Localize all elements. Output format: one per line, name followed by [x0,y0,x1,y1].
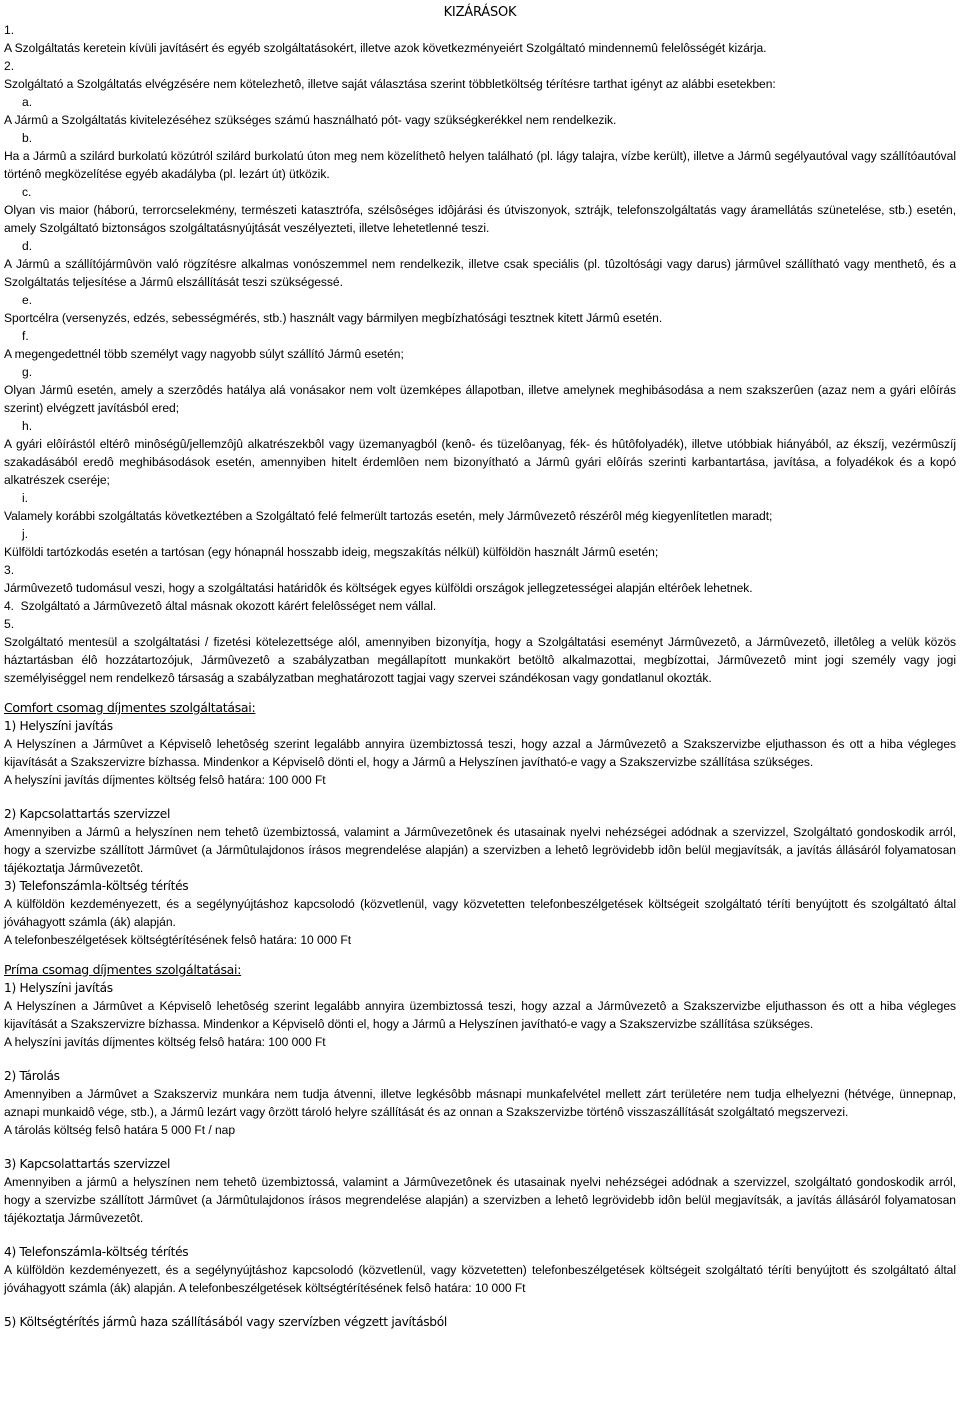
item-number: 4. [4,599,14,613]
comfort-heading: Comfort csomag díjmentes szolgáltatásai: [4,700,256,715]
page-title: KIZÁRÁSOK [443,5,517,20]
item-letter: a. [22,95,33,109]
paragraph: Szolgáltató a Szolgáltatás elvégzésére nem kötelezhetô, illetve saját választása szerint többletköltség térítésre tarthat igényt az alábbi esetekben: [4,77,776,91]
paragraph: Amennyiben a Jármû a helyszínen nem tehetô üzembiztossá, valamint a Jármûvezetônek és utasainak nyelvi nehézségei adódnak a szervizzel, Szolgáltató gondoskodik arról, hogy a szervizbe szállított Jármûvet (a Jármûtulajdonos írásos megrendelése alapján) a szervizben a lehetô legrövidebb idôn belül megjavítsák, a javítás állásáról folyamatosan tájékoztatja Jármûvezetôt. [4,825,956,875]
paragraph: Olyan vis maior (háború, terrorcselekmény, természeti katasztrófa, szélsôséges idôjárási és útviszonyok, sztrájk, telefonszolgáltatás vagy áramellátás szünetelése, stb.) esetén, amely Szolgáltató biztonságos szolgáltatásnyújtását veszélyezteti, illetve lehetetlenné teszi. [4,203,956,235]
item-number: 1. [4,23,15,37]
paragraph-text: Szolgáltató a Jármûvezetô által másnak okozott kárért felelôsséget nem vállal. [20,599,437,613]
prima-subheading: 3) Kapcsolattartás szervizzel [4,1157,171,1171]
paragraph: A Jármû a szállítójármûvön való rögzítésre alkalmas vonószemmel nem rendelkezik, illetve csak speciális (pl. tûzoltósági vagy darus) jármûvel szállítható vagy menthetô, és a Szolgáltatás teljesítése a Jármû elszállítását teszi szükségessé. [4,257,956,289]
item-letter: g. [22,365,33,379]
prima-subheading: 1) Helyszíni javítás [4,981,113,995]
item-letter: b. [22,131,33,145]
paragraph: A helyszíni javítás díjmentes költség felsô határa: 100 000 Ft [4,1035,326,1049]
paragraph: Sportcélra (versenyzés, edzés, sebességmérés, stb.) használt vagy bármilyen megbízhatósági tesztnek kitett Jármû esetén. [4,311,663,325]
item-number: 3. [4,563,15,577]
paragraph: Amennyiben a Jármûvet a Szakszerviz munkára nem tudja átvenni, illetve legkésôbb másnapi munkafelvétel mellett zárt területére nem tudja elhelyezni (hétvége, ünnepnap, aznapi munkaidô vége, stb.), a Jármû lezárt vagy ôrzött tároló helyre szállítását és az onnan a Szakszervizbe történô visszaszállítását szolgáltató megszervezi. [4,1087,956,1119]
item-letter: f. [22,329,29,343]
paragraph: Ha a Jármû a szilárd burkolatú közútról szilárd burkolatú úton meg nem közelíthetô helyen található (pl. lágy talajra, vízbe került), illetve a Jármû segélyautóval vagy szállítóautóval történô megközelítése egyéb akadályba (pl. lezárt út) ütközik. [4,149,956,181]
comfort-subheading: 2) Kapcsolattartás szervizzel [4,807,171,821]
item-letter: d. [22,239,33,253]
paragraph: Amennyiben a jármû a helyszínen nem tehetô üzembiztossá, valamint a Jármûvezetônek és utasainak nyelvi nehézségei adódnak a szervizzel, szolgáltató gondoskodik arról, hogy a szervizbe szállított Jármûvet (a Jármûtulajdonos írásos megrendelése alapján) a szervizben a lehetô legrövidebb idôn belül megjavítsák, a javítás állásáról folyamatosan tájékoztatja Jármûvezetôt. [4,1175,956,1225]
paragraph: A külföldön kezdeményezett, és a segélynyújtáshoz kapcsolodó (közvetlenül, vagy közvetetten telefonbeszélgetések költségeit szolgáltató téríti benyújtott és szolgáltató által jóváhagyott számla (ák) alapján. [4,897,956,929]
paragraph: A gyári elôírástól eltérô minôségû/jellemzôjû alkatrészekbôl vagy üzemanyagból (kenô- és tüzelôanyag, fék- és hûtôfolyadék), illetve utóbbiak hiányából, az ékszíj, vezérmûszíj szakadásából eredô meghibásodások esetén, amennyiben hitelt érdemlôen nem bizonyítható a Jármû gyári elôírás szerinti karbantartása, javítása, a folyadékok és a kopó alkatrészek cseréje; [4,437,956,487]
paragraph: A Jármû a Szolgáltatás kivitelezéséhez szükséges számú használható pót- vagy szükségkerékkel nem rendelkezik. [4,113,617,127]
paragraph: A Helyszínen a Jármûvet a Képviselô lehetôség szerint legalább annyira üzembiztossá teszi, hogy azzal a Jármûvezetô a Szakszervizbe eljuthasson és ott a hiba végleges kijavítását a Szakszervizre bízhassa. Mindenkor a Képviselô dönti el, hogy a Jármû a Helyszínen javítható-e vagy a Szakszervizbe szállítása szükséges. [4,737,956,769]
comfort-subheading: 3) Telefonszámla-költség térítés [4,879,189,893]
paragraph: Külföldi tartózkodás esetén a tartósan (egy hónapnál hosszabb ideig, megszakítás nélkül) külföldön használt Jármû esetén; [4,545,659,559]
paragraph: A Helyszínen a Jármûvet a Képviselô lehetôség szerint legalább annyira üzembiztossá teszi, hogy azzal a Jármûvezetô a Szakszervizbe eljuthasson és ott a hiba végleges kijavítását a Szakszervizre bízhassa. Mindenkor a Képviselô dönti el, hogy a Jármû a Helyszínen javítható-e vagy a Szakszervizbe szállítása szükséges. [4,999,956,1031]
paragraph: Jármûvezetô tudomásul veszi, hogy a szolgáltatási határidôk és költségek egyes külföldi országok jellegzetességei alapján eltérôek lehetnek. [4,581,753,595]
paragraph: A telefonbeszélgetések költségtérítésének felsô határa: 10 000 Ft [4,933,352,947]
paragraph: A tárolás költség felsô határa 5 000 Ft / nap [4,1123,236,1137]
document-page [4,4,956,1331]
prima-subheading: 5) Költségtérítés jármû haza szállításából vagy szervízben végzett javításból [4,1315,447,1329]
item-letter: c. [22,185,32,199]
prima-subheading: 4) Telefonszámla-költség térítés [4,1245,189,1259]
item-letter: e. [22,293,33,307]
paragraph: Olyan Jármû esetén, amely a szerzôdés hatálya alá vonásakor nem volt üzemképes állapotban, illetve amelynek meghibásodása a nem szakszerûen (azaz nem a gyári elôírás szerint) elvégzett javításból ered; [4,383,956,415]
prima-heading: Príma csomag díjmentes szolgáltatásai: [4,962,242,977]
item-number: 2. [4,59,15,73]
item-number: 5. [4,617,15,631]
paragraph: Szolgáltató mentesül a szolgáltatási / fizetési kötelezettsége alól, amennyiben bizonyítja, hogy a Szolgáltatási eseményt Jármûvezetô, a Jármûvezetô, illetôleg a velük közös háztartásban élô hozzátartozójuk, Jármûvezetô a szabályzatban megállapított munkakört betöltô alkalmazottai, megbízottai, Jármûvezetô mint jogi személy vagy jogi személyiséggel nem rendelkezô társaság a szabályzatban meghatározott tagjai vagy szervei szándékosan vagy gondatlanul okozták. [4,635,956,685]
paragraph: A helyszíni javítás díjmentes költség felsô határa: 100 000 Ft [4,773,326,787]
paragraph: Valamely korábbi szolgáltatás következtében a Szolgáltató felé felmerült tartozás esetén, mely Jármûvezetô részérôl még kiegyenlítetlen maradt; [4,509,773,523]
item-letter: i. [22,491,29,505]
paragraph-with-number [4,597,956,615]
item-letter: h. [22,419,33,433]
comfort-subheading: 1) Helyszíni javítás [4,719,113,733]
prima-subheading: 2) Tárolás [4,1069,60,1083]
paragraph: A Szolgáltatás keretein kívüli javításért és egyéb szolgáltatásokért, illetve azok következményeiért Szolgáltató mindennemû felelôsségét kizárja. [4,41,767,55]
paragraph: A külföldön kezdeményezett, és a segélynyújtáshoz kapcsolodó (közvetlenül, vagy közvetetten) telefonbeszélgetések költségeit szolgáltató téríti benyújtott és szolgáltató által jóváhagyott számla (ák) alapján. A telefonbeszélgetések költségtérítésének felsô határa: 10 000 Ft [4,1263,956,1295]
item-letter: j. [22,527,29,541]
paragraph: A megengedettnél több személyt vagy nagyobb súlyt szállító Jármû esetén; [4,347,404,361]
